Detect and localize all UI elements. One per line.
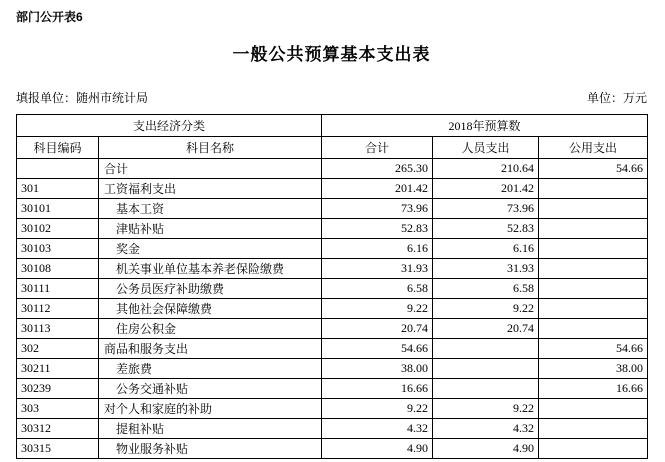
personnel-cell: 210.64 bbox=[433, 159, 539, 179]
table-row bbox=[17, 319, 648, 339]
column-header-row bbox=[17, 137, 648, 159]
total-cell: 54.66 bbox=[322, 339, 433, 359]
code-cell: 302 bbox=[17, 339, 99, 359]
public-cell bbox=[539, 199, 648, 219]
personnel-cell: 52.83 bbox=[433, 219, 539, 239]
total-cell: 201.42 bbox=[322, 179, 433, 199]
name-cell: 商品和服务支出 bbox=[99, 339, 322, 359]
total-cell: 9.22 bbox=[322, 299, 433, 319]
table-row bbox=[17, 159, 648, 179]
code-cell: 301 bbox=[17, 179, 99, 199]
name-cell: 差旅费 bbox=[99, 359, 322, 379]
table-row bbox=[17, 239, 648, 259]
total-cell: 20.74 bbox=[322, 319, 433, 339]
name-cell: 奖金 bbox=[99, 239, 322, 259]
total-cell: 16.66 bbox=[322, 379, 433, 399]
group-header-row bbox=[17, 115, 648, 137]
name-cell: 其他社会保障缴费 bbox=[99, 299, 322, 319]
public-cell bbox=[539, 259, 648, 279]
column-header-public: 公用支出 bbox=[539, 137, 648, 159]
code-cell bbox=[17, 159, 99, 179]
name-cell: 住房公积金 bbox=[99, 319, 322, 339]
code-cell: 30103 bbox=[17, 239, 99, 259]
reporting-unit-label: 填报单位： bbox=[16, 91, 77, 105]
reporting-unit bbox=[16, 91, 148, 105]
personnel-cell: 9.22 bbox=[433, 399, 539, 419]
budget-table bbox=[16, 114, 648, 459]
table-row bbox=[17, 259, 648, 279]
total-cell: 9.22 bbox=[322, 399, 433, 419]
name-cell: 提租补贴 bbox=[99, 419, 322, 439]
column-header-total: 合计 bbox=[322, 137, 433, 159]
total-cell: 4.90 bbox=[322, 439, 433, 459]
code-cell: 30102 bbox=[17, 219, 99, 239]
code-cell: 303 bbox=[17, 399, 99, 419]
column-header-personnel: 人员支出 bbox=[433, 137, 539, 159]
personnel-cell: 6.58 bbox=[433, 279, 539, 299]
unit-label: 单位：万元 bbox=[586, 91, 647, 105]
page-title: 一般公共预算基本支出表 bbox=[232, 45, 431, 64]
personnel-cell bbox=[433, 339, 539, 359]
total-cell: 6.58 bbox=[322, 279, 433, 299]
public-cell bbox=[539, 439, 648, 459]
name-cell: 物业服务补贴 bbox=[99, 439, 322, 459]
public-cell bbox=[539, 299, 648, 319]
table-row bbox=[17, 299, 648, 319]
code-cell: 30239 bbox=[17, 379, 99, 399]
code-cell: 30112 bbox=[17, 299, 99, 319]
code-cell: 30113 bbox=[17, 319, 99, 339]
total-cell: 52.83 bbox=[322, 219, 433, 239]
header-budget-year: 2018年预算数 bbox=[322, 115, 648, 137]
table-row bbox=[17, 359, 648, 379]
reporting-unit-value: 随州市统计局 bbox=[76, 91, 149, 105]
public-cell bbox=[539, 319, 648, 339]
meta-row bbox=[16, 91, 647, 105]
public-cell: 38.00 bbox=[539, 359, 648, 379]
table-row bbox=[17, 179, 648, 199]
table-row bbox=[17, 279, 648, 299]
form-number-label: 部门公开表6 bbox=[16, 10, 83, 24]
table-row bbox=[17, 199, 648, 219]
code-cell: 30111 bbox=[17, 279, 99, 299]
total-cell: 4.32 bbox=[322, 419, 433, 439]
name-cell: 公务交通补贴 bbox=[99, 379, 322, 399]
public-cell bbox=[539, 279, 648, 299]
table-row bbox=[17, 399, 648, 419]
personnel-cell: 4.90 bbox=[433, 439, 539, 459]
column-header-code: 科目编码 bbox=[17, 137, 99, 159]
public-cell: 54.66 bbox=[539, 159, 648, 179]
personnel-cell: 9.22 bbox=[433, 299, 539, 319]
name-cell: 津贴补贴 bbox=[99, 219, 322, 239]
header-expenditure-classification: 支出经济分类 bbox=[17, 115, 322, 137]
public-cell bbox=[539, 179, 648, 199]
table-row bbox=[17, 419, 648, 439]
table-row bbox=[17, 219, 648, 239]
public-cell bbox=[539, 239, 648, 259]
name-cell: 工资福利支出 bbox=[99, 179, 322, 199]
total-cell: 31.93 bbox=[322, 259, 433, 279]
table-row bbox=[17, 339, 648, 359]
name-cell: 机关事业单位基本养老保险缴费 bbox=[99, 259, 322, 279]
code-cell: 30312 bbox=[17, 419, 99, 439]
name-cell: 基本工资 bbox=[99, 199, 322, 219]
total-cell: 73.96 bbox=[322, 199, 433, 219]
public-cell bbox=[539, 419, 648, 439]
personnel-cell: 201.42 bbox=[433, 179, 539, 199]
personnel-cell: 73.96 bbox=[433, 199, 539, 219]
personnel-cell: 6.16 bbox=[433, 239, 539, 259]
column-header-name: 科目名称 bbox=[99, 137, 322, 159]
total-cell: 38.00 bbox=[322, 359, 433, 379]
public-cell bbox=[539, 219, 648, 239]
personnel-cell: 4.32 bbox=[433, 419, 539, 439]
total-cell: 265.30 bbox=[322, 159, 433, 179]
personnel-cell bbox=[433, 379, 539, 399]
total-cell: 6.16 bbox=[322, 239, 433, 259]
public-cell: 54.66 bbox=[539, 339, 648, 359]
code-cell: 30315 bbox=[17, 439, 99, 459]
code-cell: 30101 bbox=[17, 199, 99, 219]
personnel-cell bbox=[433, 359, 539, 379]
public-cell: 16.66 bbox=[539, 379, 648, 399]
public-cell bbox=[539, 399, 648, 419]
name-cell: 公务员医疗补助缴费 bbox=[99, 279, 322, 299]
table-row bbox=[17, 379, 648, 399]
personnel-cell: 31.93 bbox=[433, 259, 539, 279]
code-cell: 30211 bbox=[17, 359, 99, 379]
name-cell: 对个人和家庭的补助 bbox=[99, 399, 322, 419]
personnel-cell: 20.74 bbox=[433, 319, 539, 339]
code-cell: 30108 bbox=[17, 259, 99, 279]
name-cell: 合计 bbox=[99, 159, 322, 179]
table-row bbox=[17, 439, 648, 459]
